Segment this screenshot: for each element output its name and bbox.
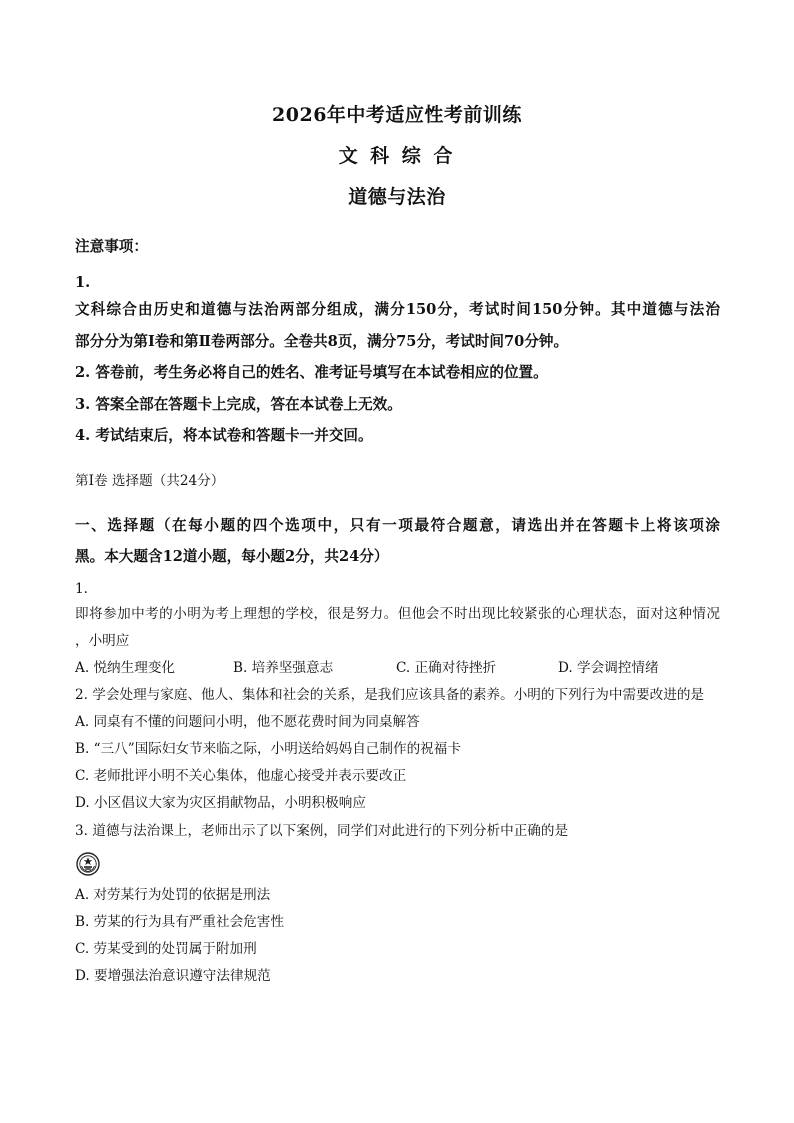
q3-option-a: A. 对劳某行为处罚的依据是刑法 — [75, 887, 271, 903]
q3-option-d: D. 要增强法治意识遵守法律规范 — [75, 968, 271, 984]
q2-option-c: C. 老师批评小明不关心集体，他虚心接受并表示要改正 — [75, 768, 407, 784]
volume-title: 第Ⅰ卷 选择题（共24分） — [75, 473, 225, 489]
part-title-line1: 一、选择题（在每小题的四个选项中，只有一项最符合题意，请选出并在答题卡上将该项涂 — [75, 517, 720, 534]
notice-item1-line2: 部分分为第Ⅰ卷和第Ⅱ卷两部分。全卷共8页，满分75分，考试时间70分钟。 — [75, 333, 569, 350]
q1-options — [75, 659, 720, 677]
notice-item1-number: 1. — [75, 274, 91, 291]
q2-option-a: A. 同桌有不懂的问题问小明，他不愿花费时间为同桌解答 — [75, 714, 420, 730]
q2-option-b: B. “三八”国际妇女节来临之际，小明送给妈妈自己制作的祝福卡 — [75, 741, 461, 757]
q1-stem-line1: 即将参加中考的小明为考上理想的学校，很是努力。但他会不时出现比较紧张的心理状态，面对这种情况 — [75, 606, 720, 622]
exam-subject: 文 科 综 合 — [338, 145, 456, 167]
q1-option-d: D. 学会调控情绪 — [558, 660, 659, 676]
notice-heading: 注意事项： — [75, 238, 148, 255]
notice-item2: 2. 答卷前，考生务必将自己的姓名、准考证号填写在本试卷相应的位置。 — [75, 364, 548, 381]
q3-option-b: B. 劳某的行为具有严重社会危害性 — [75, 914, 284, 930]
q1-stem-line2: ，小明应 — [75, 633, 130, 649]
q1-option-a: A. 悦纳生理变化 — [75, 660, 176, 676]
part-title-line2: 黑。本大题含12道小题，每小题2分，共24分） — [75, 548, 389, 565]
notice-item3: 3. 答案全部在答题卡上完成，答在本试卷上无效。 — [75, 396, 402, 413]
exam-title: 2026年中考适应性考前训练 — [272, 104, 522, 126]
q2-stem: 2. 学会处理与家庭、他人、集体和社会的关系，是我们应该具备的素养。小明的下列行为中需要改进的是 — [75, 687, 705, 703]
court-emblem-icon — [76, 852, 100, 876]
q3-stem: 3. 道德与法治课上，老师出示了以下案例，同学们对此进行的下列分析中正确的是 — [75, 823, 569, 839]
q1-option-b: B. 培养坚强意志 — [233, 660, 334, 676]
notice-item4: 4. 考试结束后，将本试卷和答题卡一并交回。 — [75, 427, 373, 444]
q1-option-c: C. 正确对待挫折 — [396, 660, 497, 676]
notice-item1-line1: 文科综合由历史和道德与法治两部分组成，满分150分，考试时间150分钟。其中道德与法治 — [75, 301, 720, 318]
exam-part: 道德与法治 — [348, 186, 446, 208]
q3-option-c: C. 劳某受到的处罚属于附加刑 — [75, 941, 257, 957]
q2-option-d: D. 小区倡议大家为灾区捐献物品，小明积极响应 — [75, 795, 366, 811]
q1-number: 1. — [75, 581, 88, 597]
